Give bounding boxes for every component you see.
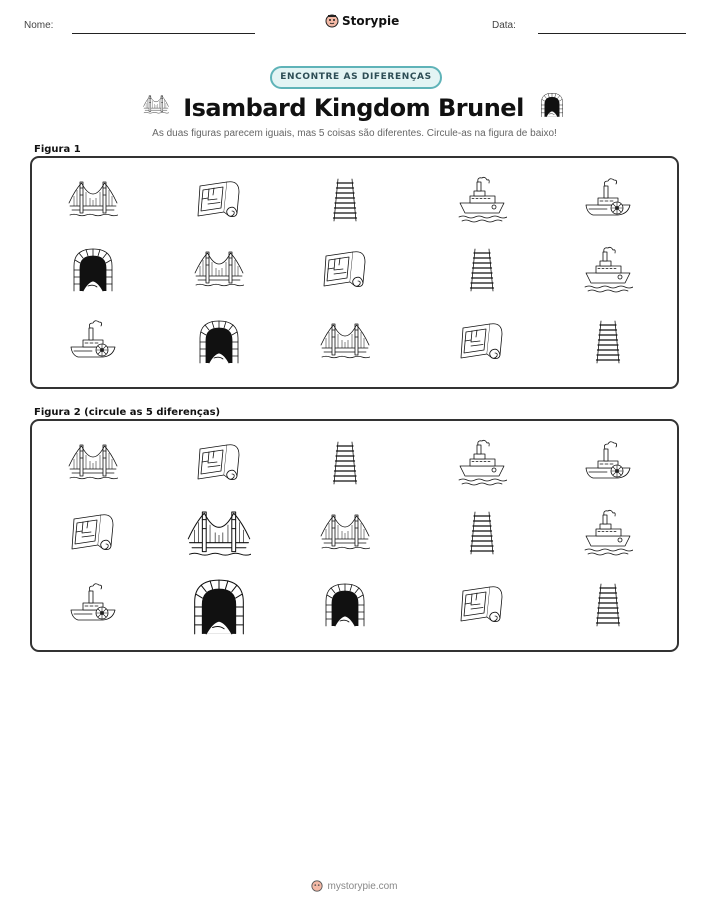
tunnel-icon bbox=[320, 580, 370, 630]
railway-track-icon bbox=[457, 245, 507, 295]
figure1-cell bbox=[68, 317, 118, 367]
tunnel-icon bbox=[538, 91, 566, 119]
figure2-cell[interactable] bbox=[457, 580, 507, 630]
paddle-steamer-icon bbox=[68, 317, 118, 367]
figure2-cell[interactable] bbox=[194, 438, 244, 488]
figure2-cell[interactable] bbox=[583, 580, 633, 630]
steamship-icon bbox=[583, 245, 633, 295]
figure2-cell[interactable] bbox=[187, 503, 251, 567]
figure1-cell bbox=[583, 317, 633, 367]
brand-name: Storypie bbox=[342, 14, 400, 28]
figure2-cell[interactable] bbox=[68, 580, 118, 630]
instructions: As duas figuras parecem iguais, mas 5 coisas são diferentes. Circule-as na figura de baixo! bbox=[152, 128, 557, 139]
map-icon bbox=[194, 175, 244, 225]
railway-track-icon bbox=[583, 317, 633, 367]
footer-site: mystorypie.com bbox=[327, 880, 398, 892]
bridge-icon bbox=[68, 438, 118, 488]
figure1-cell bbox=[320, 175, 370, 225]
map-icon bbox=[68, 508, 118, 558]
figure2-label: Figura 2 (circule as 5 diferenças) bbox=[34, 407, 221, 418]
figure1-cell bbox=[583, 245, 633, 295]
figure2-panel[interactable] bbox=[30, 419, 679, 652]
figure2-cell[interactable] bbox=[457, 438, 507, 488]
tunnel-icon bbox=[187, 575, 251, 639]
figure2-cell[interactable] bbox=[457, 508, 507, 558]
figure2-cell[interactable] bbox=[187, 575, 251, 639]
figure1-panel bbox=[30, 156, 679, 389]
paddle-steamer-icon bbox=[583, 175, 633, 225]
figure1-cell bbox=[457, 317, 507, 367]
railway-track-icon bbox=[457, 508, 507, 558]
figure2-cell[interactable] bbox=[320, 508, 370, 558]
figure1-cell bbox=[194, 175, 244, 225]
map-icon bbox=[194, 438, 244, 488]
figure2-grid bbox=[32, 421, 677, 650]
steamship-icon bbox=[583, 508, 633, 558]
figure1-label: Figura 1 bbox=[34, 144, 81, 155]
bridge-icon bbox=[68, 175, 118, 225]
figure1-cell bbox=[320, 245, 370, 295]
railway-track-icon bbox=[320, 175, 370, 225]
figure1-cell bbox=[68, 245, 118, 295]
figure2-cell[interactable] bbox=[320, 438, 370, 488]
paddle-steamer-icon bbox=[583, 438, 633, 488]
name-label: Nome: bbox=[24, 20, 54, 31]
date-line[interactable] bbox=[538, 33, 686, 34]
figure2-cell[interactable] bbox=[320, 580, 370, 630]
figure1-cell bbox=[194, 317, 244, 367]
figure1-cell bbox=[583, 175, 633, 225]
railway-track-icon bbox=[583, 580, 633, 630]
date-label: Data: bbox=[492, 20, 516, 31]
tunnel-icon bbox=[68, 245, 118, 295]
figure1-cell bbox=[457, 175, 507, 225]
bridge-icon bbox=[194, 245, 244, 295]
figure1-cell bbox=[68, 175, 118, 225]
figure2-cell[interactable] bbox=[583, 508, 633, 558]
activity-badge: ENCONTRE AS DIFERENÇAS bbox=[270, 66, 442, 89]
map-icon bbox=[457, 580, 507, 630]
map-icon bbox=[457, 317, 507, 367]
figure2-cell[interactable] bbox=[68, 508, 118, 558]
figure1-cell bbox=[194, 245, 244, 295]
steamship-icon bbox=[457, 175, 507, 225]
paddle-steamer-icon bbox=[68, 580, 118, 630]
figure2-cell[interactable] bbox=[583, 438, 633, 488]
bridge-icon bbox=[320, 317, 370, 367]
map-icon bbox=[320, 245, 370, 295]
title-row bbox=[0, 91, 709, 124]
brand-logo bbox=[325, 14, 399, 28]
storypie-mascot-icon bbox=[311, 880, 323, 892]
bridge-icon bbox=[187, 503, 251, 567]
tunnel-icon bbox=[194, 317, 244, 367]
figure2-cell[interactable] bbox=[68, 438, 118, 488]
page-title: Isambard Kingdom Brunel bbox=[183, 93, 524, 122]
name-line[interactable] bbox=[72, 33, 255, 34]
steamship-icon bbox=[457, 438, 507, 488]
bridge-icon bbox=[320, 508, 370, 558]
figure1-cell bbox=[320, 317, 370, 367]
bridge-icon bbox=[143, 92, 169, 118]
footer bbox=[0, 880, 709, 892]
title-bridge-icon bbox=[143, 92, 169, 123]
figure1-grid bbox=[32, 158, 677, 387]
figure1-cell bbox=[457, 245, 507, 295]
title-tunnel-icon bbox=[538, 91, 566, 124]
storypie-mascot-icon bbox=[325, 14, 339, 28]
railway-track-icon bbox=[320, 438, 370, 488]
